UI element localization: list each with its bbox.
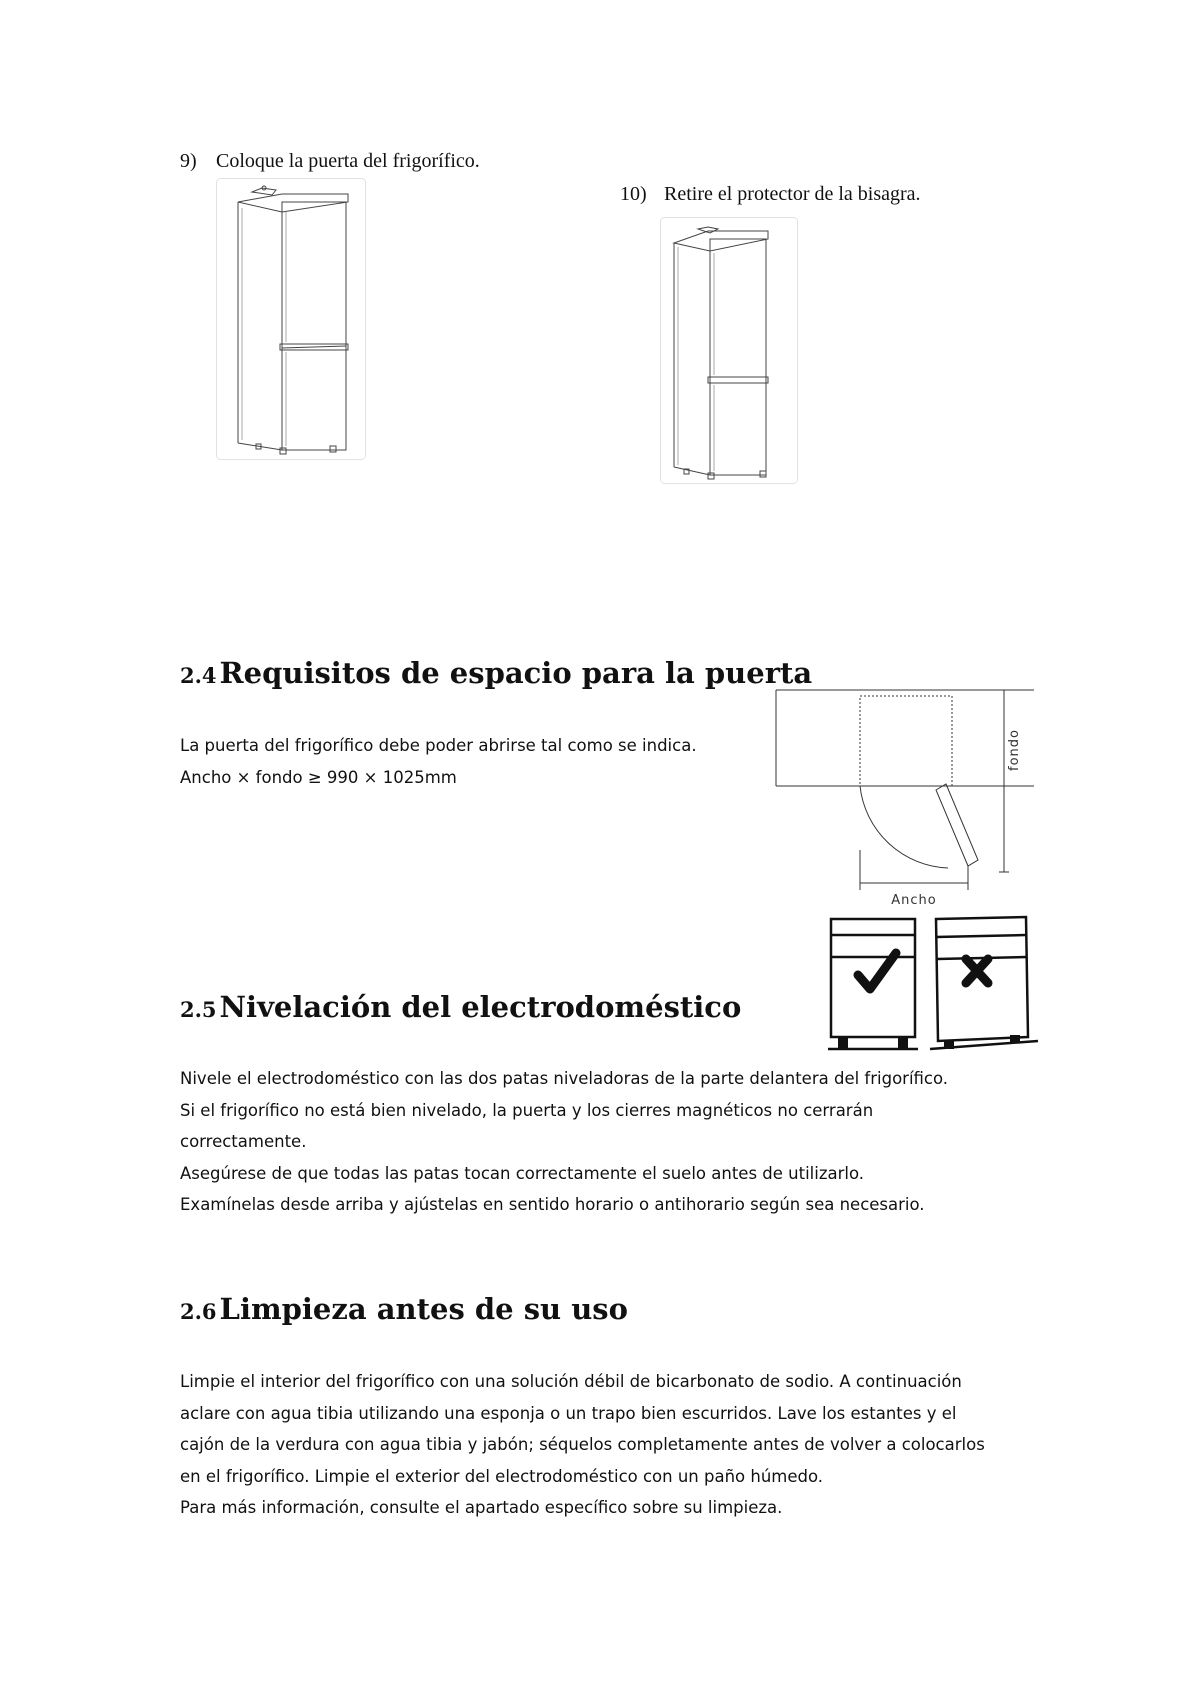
fridge-door-installed-illustration [216,178,366,460]
section-heading-2-5 [180,990,741,1024]
step-text: Retire el protector de la bisagra. [664,183,921,205]
section-title: Nivelación del electrodoméstico [219,990,742,1024]
step-number: 9) [180,150,197,172]
hinge-protector-illustration [660,217,798,484]
paragraph-line: Examínelas desde arriba y ajústelas en sentido horario o antihorario según sea necesario. [180,1195,925,1215]
check-icon [858,953,896,989]
door-clearance-diagram [770,690,1035,910]
section-2-4-body [180,730,697,793]
paragraph-line: en el frigorífico. Limpie el exterior del electrodoméstico con un paño húmedo. [180,1466,824,1486]
paragraph-line: Asegúrese de que todas las patas tocan correctamente el suelo antes de utilizarlo. [180,1163,865,1183]
step-text: Coloque la puerta del frigorífico. [216,150,480,172]
step-number: 10) [620,183,647,205]
section-heading-2-4 [180,656,812,690]
paragraph-line: aclare con agua tibia utilizando una esponja o un trapo bien escurridos. Lave los estantes y el [180,1403,957,1423]
section-heading-2-6 [180,1292,628,1326]
paragraph-line: La puerta del frigorífico debe poder abrirse tal como se indica. [180,736,697,755]
paragraph-line: Ancho × fondo ≥ 990 × 1025mm [180,767,457,787]
width-label: Ancho [891,893,937,908]
section-title: Limpieza antes de su uso [219,1292,628,1326]
section-2-5-body [180,1063,948,1221]
paragraph-line: Nivele el electrodoméstico con las dos patas niveladoras de la parte delantera del frigorífico. [180,1069,949,1088]
depth-label: fondo [1007,729,1022,771]
section-title: Requisitos de espacio para la puerta [219,656,813,690]
paragraph-line: cajón de la verdura con agua tibia y jabón; séquelos completamente antes de volver a colocarlos [180,1435,985,1455]
paragraph-line: Para más información, consulte el apartado específico sobre su limpieza. [180,1498,783,1518]
section-number: 2.4 [180,663,217,688]
paragraph-line: Si el frigorífico no está bien nivelado, la puerta y los cierres magnéticos no cerrarán [180,1100,874,1120]
step-9 [180,150,480,173]
step-10 [620,183,921,206]
cross-icon [966,959,988,983]
paragraph-line: Limpie el interior del frigorífico con una solución débil de bicarbonato de sodio. A continuación [180,1372,962,1391]
section-number: 2.5 [180,997,217,1022]
section-2-6-body [180,1366,985,1524]
leveling-illustration [828,915,1038,1055]
paragraph-line: correctamente. [180,1132,307,1152]
section-number: 2.6 [180,1299,217,1324]
